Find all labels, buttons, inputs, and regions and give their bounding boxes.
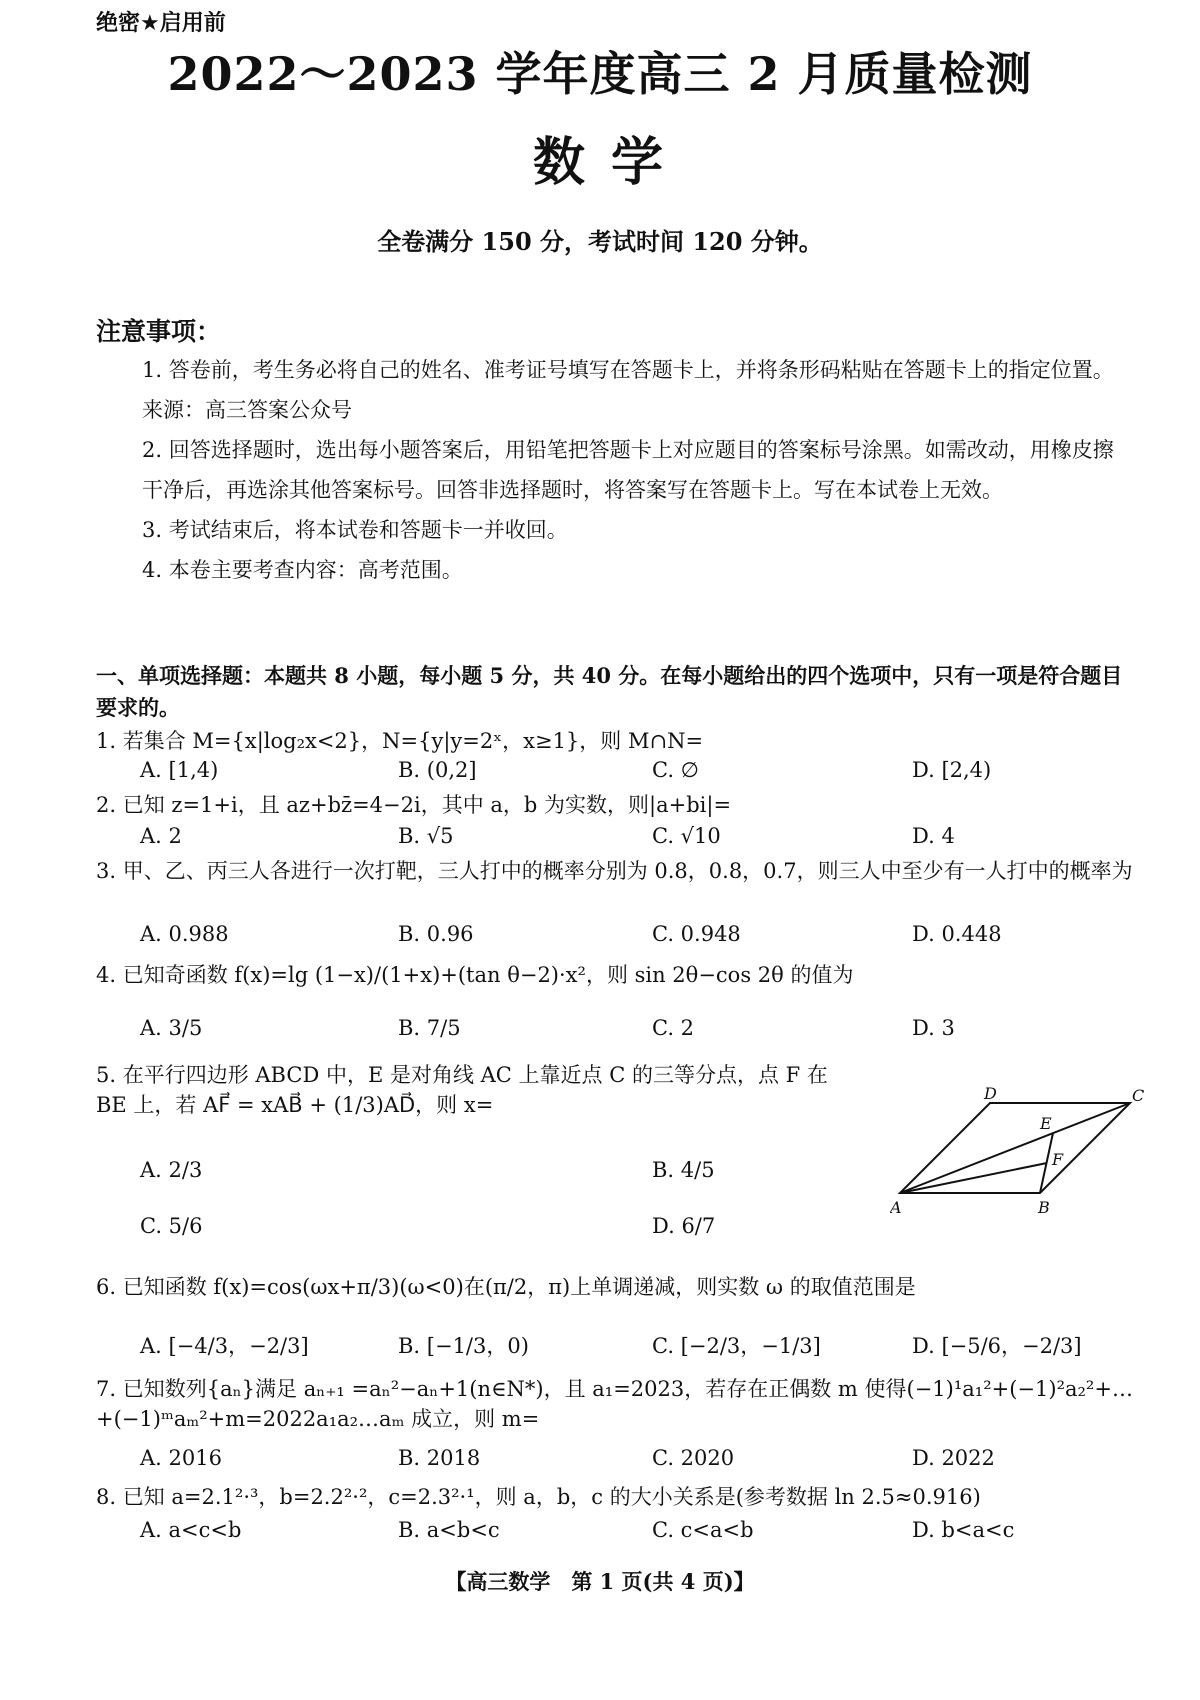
option: B. a<b<c xyxy=(398,1518,500,1542)
option: B. [−1/3，0) xyxy=(398,1334,529,1358)
option: D. b<a<c xyxy=(912,1518,1015,1542)
option: A. a<c<b xyxy=(140,1518,242,1542)
notes-title: 注意事项： xyxy=(96,317,222,346)
option: C. √10 xyxy=(652,824,721,848)
section-heading: 一、单项选择题：本题共 8 小题，每小题 5 分，共 40 分。在每小题给出的四个选项中，只有一项是符合题目要求的。 xyxy=(96,663,1123,720)
question-2-options xyxy=(96,824,1136,856)
option: B. √5 xyxy=(398,824,454,848)
option: B. 2018 xyxy=(398,1446,481,1470)
option: D. [2,4) xyxy=(912,758,992,782)
note-item-2: 2. 回答选择题时，选出每小题答案后，用铅笔把答题卡上对应题目的答案标号涂黑。如需改动，用橡皮擦干净后，再选涂其他答案标号。回答非选择题时，将答案写在答题卡上。写在本试卷上无效。 xyxy=(142,438,1114,502)
question-8-stem: 8. 已知 a=2.1²·³，b=2.2²·²，c=2.3²·¹，则 a，b，c 的大小关系是(参考数据 ln 2.5≈0.916) xyxy=(96,1485,981,1509)
label-a: A xyxy=(890,1198,902,1215)
option: B. 0.96 xyxy=(398,922,474,946)
question-2-stem: 2. 已知 z=1+i，且 az+bz̄=4−2i，其中 a，b 为实数，则|a+bi|= xyxy=(96,793,732,817)
question-7-options xyxy=(96,1446,1136,1478)
label-b: B xyxy=(1038,1198,1050,1215)
option: A. [1,4) xyxy=(140,758,219,782)
option: B. 7/5 xyxy=(398,1016,461,1040)
option: A. 2 xyxy=(140,824,182,848)
question-3-options xyxy=(96,922,1136,954)
question-1-options xyxy=(96,758,1136,790)
option: A. 0.988 xyxy=(140,922,229,946)
notes-list xyxy=(142,350,1132,590)
secret-mark: 绝密★启用前 xyxy=(96,11,226,36)
exam-meta: 全卷满分 150 分，考试时间 120 分钟。 xyxy=(377,227,823,256)
diagonal-ac xyxy=(900,1103,1130,1193)
question-3-stem: 3. 甲、乙、丙三人各进行一次打靶，三人打中的概率分别为 0.8，0.8，0.7，则三人中至少有一人打中的概率为 xyxy=(96,859,1133,883)
segment-af xyxy=(900,1163,1047,1193)
note-item-4: 4. 本卷主要考查内容：高考范围。 xyxy=(142,558,463,582)
exam-title: 2022～2023 学年度高三 2 月质量检测 xyxy=(167,47,1033,101)
option: C. [−2/3，−1/3] xyxy=(652,1334,821,1358)
question-6-stem: 6. 已知函数 f(x)=cos(ωx+π/3)(ω<0)在(π/2，π)上单调递减，则实数 ω 的取值范围是 xyxy=(96,1275,916,1299)
label-d: D xyxy=(984,1085,997,1103)
label-e: E xyxy=(1040,1114,1052,1133)
question-5-options-row2 xyxy=(96,1214,1136,1246)
option: D. 4 xyxy=(912,824,955,848)
option: A. 3/5 xyxy=(140,1016,203,1040)
option: C. 5/6 xyxy=(140,1214,203,1238)
option: C. 0.948 xyxy=(652,922,741,946)
option: D. 0.448 xyxy=(912,922,1002,946)
option: C. c<a<b xyxy=(652,1518,754,1542)
option: D. 3 xyxy=(912,1016,955,1040)
page-footer: 【高三数学 第 1 页(共 4 页)】 xyxy=(445,1569,755,1594)
option: D. 2022 xyxy=(912,1446,995,1470)
question-1-stem: 1. 若集合 M={x|log₂x<2}，N={y|y=2ˣ，x≥1}，则 M∩N= xyxy=(96,729,704,753)
question-8-options xyxy=(96,1518,1136,1550)
option: D. 6/7 xyxy=(652,1214,716,1238)
option: C. 2 xyxy=(652,1016,695,1040)
option: A. 2016 xyxy=(140,1446,222,1470)
parallelogram-figure xyxy=(890,1085,1150,1215)
option: B. 4/5 xyxy=(652,1158,715,1182)
label-f: F xyxy=(1052,1150,1064,1169)
option: C. ∅ xyxy=(652,758,699,782)
option: A. [−4/3，−2/3] xyxy=(140,1334,309,1358)
option: D. [−5/6，−2/3] xyxy=(912,1334,1082,1358)
question-5-stem: 5. 在平行四边形 ABCD 中，E 是对角线 AC 上靠近点 C 的三等分点，点 F 在 BE 上，若 AF⃗ = xAB⃗ + (1/3)AD⃗，则 x= xyxy=(96,1063,828,1117)
note-item-1: 1. 答卷前，考生务必将自己的姓名、准考证号填写在答题卡上，并将条形码粘贴在答题卡上的指定位置。来源：高三答案公众号 xyxy=(142,358,1114,422)
question-4-stem: 4. 已知奇函数 f(x)=lg (1−x)/(1+x)+(tan θ−2)·x²，则 sin 2θ−cos 2θ 的值为 xyxy=(96,963,854,987)
label-c: C xyxy=(1132,1086,1145,1105)
question-6-options xyxy=(96,1330,1136,1362)
question-7-stem: 7. 已知数列{aₙ}满足 aₙ₊₁ =aₙ²−aₙ+1(n∈N*)，且 a₁=2023，若存在正偶数 m 使得(−1)¹a₁²+(−1)²a₂²+…+(−1)ᵐaₘ²+m=2022a₁a₂…aₘ 成立，则 m= xyxy=(96,1377,1133,1431)
option: C. 2020 xyxy=(652,1446,735,1470)
option: A. 2/3 xyxy=(140,1158,203,1182)
exam-subject: 数 学 xyxy=(532,132,668,193)
question-4-options xyxy=(96,1016,1136,1048)
note-item-3: 3. 考试结束后，将本试卷和答题卡一并收回。 xyxy=(142,518,568,542)
option: B. (0,2] xyxy=(398,758,477,782)
